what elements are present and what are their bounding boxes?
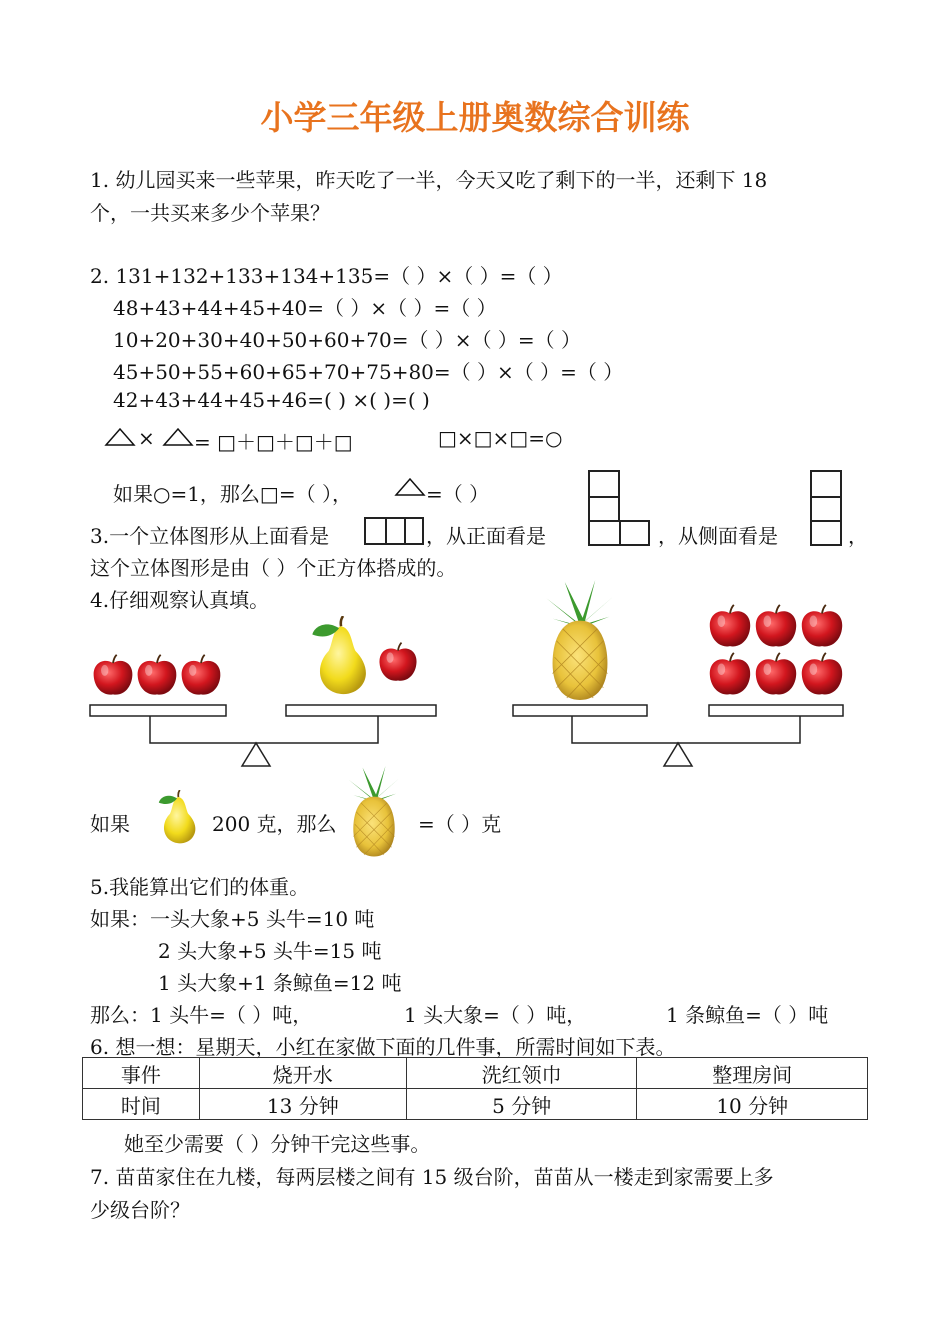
- q1-line2: 个，一共买来多少个苹果？: [90, 201, 330, 225]
- q5-answer-whale: 1 条鲸鱼=（ ）吨: [666, 1003, 829, 1027]
- apple-icon: [710, 653, 750, 695]
- q2-triangle-answer: =（ ）: [426, 482, 490, 506]
- q3-text-top: 3.一个立体图形从上面看是: [90, 524, 330, 548]
- q2-condition: 如果○=1，那么□=（ ），: [113, 482, 352, 506]
- pear-icon: [152, 790, 202, 846]
- q7-line1: 7. 苗苗家住在九楼，每两层楼之间有 15 级台阶，苗苗从一楼走到家需要上多: [90, 1165, 774, 1189]
- table-cell: 10 分钟: [637, 1089, 868, 1120]
- apple-icon: [756, 653, 796, 695]
- apple-icon: [802, 653, 842, 695]
- right-balance-scale: [510, 578, 850, 772]
- apple-icon: [94, 655, 133, 695]
- q2-square-product: □×□×□=○: [438, 426, 563, 450]
- apple-icon: [710, 605, 750, 647]
- left-balance-scale: [88, 612, 448, 772]
- pear-icon: [312, 616, 366, 694]
- q4-answer: =（ ）克: [418, 812, 502, 836]
- q2-times: ×: [138, 426, 155, 450]
- table-row: [83, 1058, 868, 1089]
- q2-line-2: 48+43+44+45+40=（ ）×（ ）=（ ）: [113, 296, 497, 320]
- q5-line3: 1 头大象+1 条鲸鱼=12 吨: [158, 971, 402, 995]
- apple-icon: [802, 605, 842, 647]
- q5-line2: 2 头大象+5 头牛=15 吨: [158, 939, 382, 963]
- table-cell: 5 分钟: [406, 1089, 637, 1120]
- q6-heading: 6. 想一想：星期天，小红在家做下面的几件事，所需时间如下表。: [90, 1035, 676, 1059]
- table-header-cell: 事件: [83, 1058, 200, 1089]
- table-header-cell: 洗红领巾: [406, 1058, 637, 1089]
- q4-heading: 4.仔细观察认真填。: [90, 588, 270, 612]
- q4-if-label: 如果: [90, 812, 130, 836]
- side-view-right-top: [810, 470, 842, 498]
- q2-line-1: 2. 131+132+133+134+135=（ ）×（ ）=（ ）: [90, 264, 563, 288]
- q3-comma: ，: [848, 524, 868, 548]
- table-cell: 13 分钟: [199, 1089, 406, 1120]
- q1-line1: 1. 幼儿园买来一些苹果，昨天吃了一半，今天又吃了剩下的一半，还剩下 18: [90, 168, 768, 192]
- time-table: [82, 1057, 868, 1120]
- q2-line-5: 42+43+44+45+46=( ) ×( )=( ): [113, 388, 430, 412]
- pineapple-icon: [346, 766, 402, 858]
- pineapple-icon: [546, 580, 613, 700]
- q3-text-side: ，从侧面看是: [658, 524, 778, 548]
- q2-line-3: 10+20+30+40+50+60+70=（ ）×（ ）=（ ）: [113, 328, 582, 352]
- apple-icon: [138, 655, 177, 695]
- q5-heading: 5.我能算出它们的体重。: [90, 875, 310, 899]
- q2-line-4: 45+50+55+60+65+70+75+80=（ ）×（ ）=（ ）: [113, 360, 624, 384]
- q2-square-sum: = □＋□＋□＋□: [194, 430, 353, 454]
- side-view-shape: [810, 520, 842, 546]
- q5-answer-elephant: 1 头大象=（ ）吨，: [404, 1003, 587, 1027]
- page-title: 小学三年级上册奥数综合训练: [260, 98, 690, 137]
- triangle-icon: [104, 427, 136, 447]
- table-row: [83, 1089, 868, 1120]
- apple-icon: [379, 643, 416, 681]
- side-view-mid-cube: [588, 496, 620, 522]
- triangle-icon: [394, 477, 426, 497]
- q7-line2: 少级台阶？: [90, 1198, 190, 1222]
- q3-text-front: ，从正面看是: [426, 524, 546, 548]
- q5-answer-cow: 那么：1 头牛=（ ）吨，: [90, 1003, 313, 1027]
- q6-footer: 她至少需要（ ）分钟干完这些事。: [124, 1132, 431, 1156]
- apple-icon: [756, 605, 796, 647]
- q4-weight-text: 200 克，那么: [212, 812, 337, 836]
- front-view-shape: [588, 520, 650, 546]
- table-cell: 时间: [83, 1089, 200, 1120]
- apple-icon: [182, 655, 221, 695]
- top-view-shape: [364, 517, 424, 545]
- q5-line1: 如果：一头大象+5 头牛=10 吨: [90, 907, 375, 931]
- side-view-top-cube: [588, 470, 620, 498]
- table-header-cell: 整理房间: [637, 1058, 868, 1089]
- side-view-right-mid: [810, 496, 842, 522]
- q3-line2: 这个立体图形是由（ ）个正方体搭成的。: [90, 556, 457, 580]
- table-header-cell: 烧开水: [199, 1058, 406, 1089]
- triangle-icon: [162, 427, 194, 447]
